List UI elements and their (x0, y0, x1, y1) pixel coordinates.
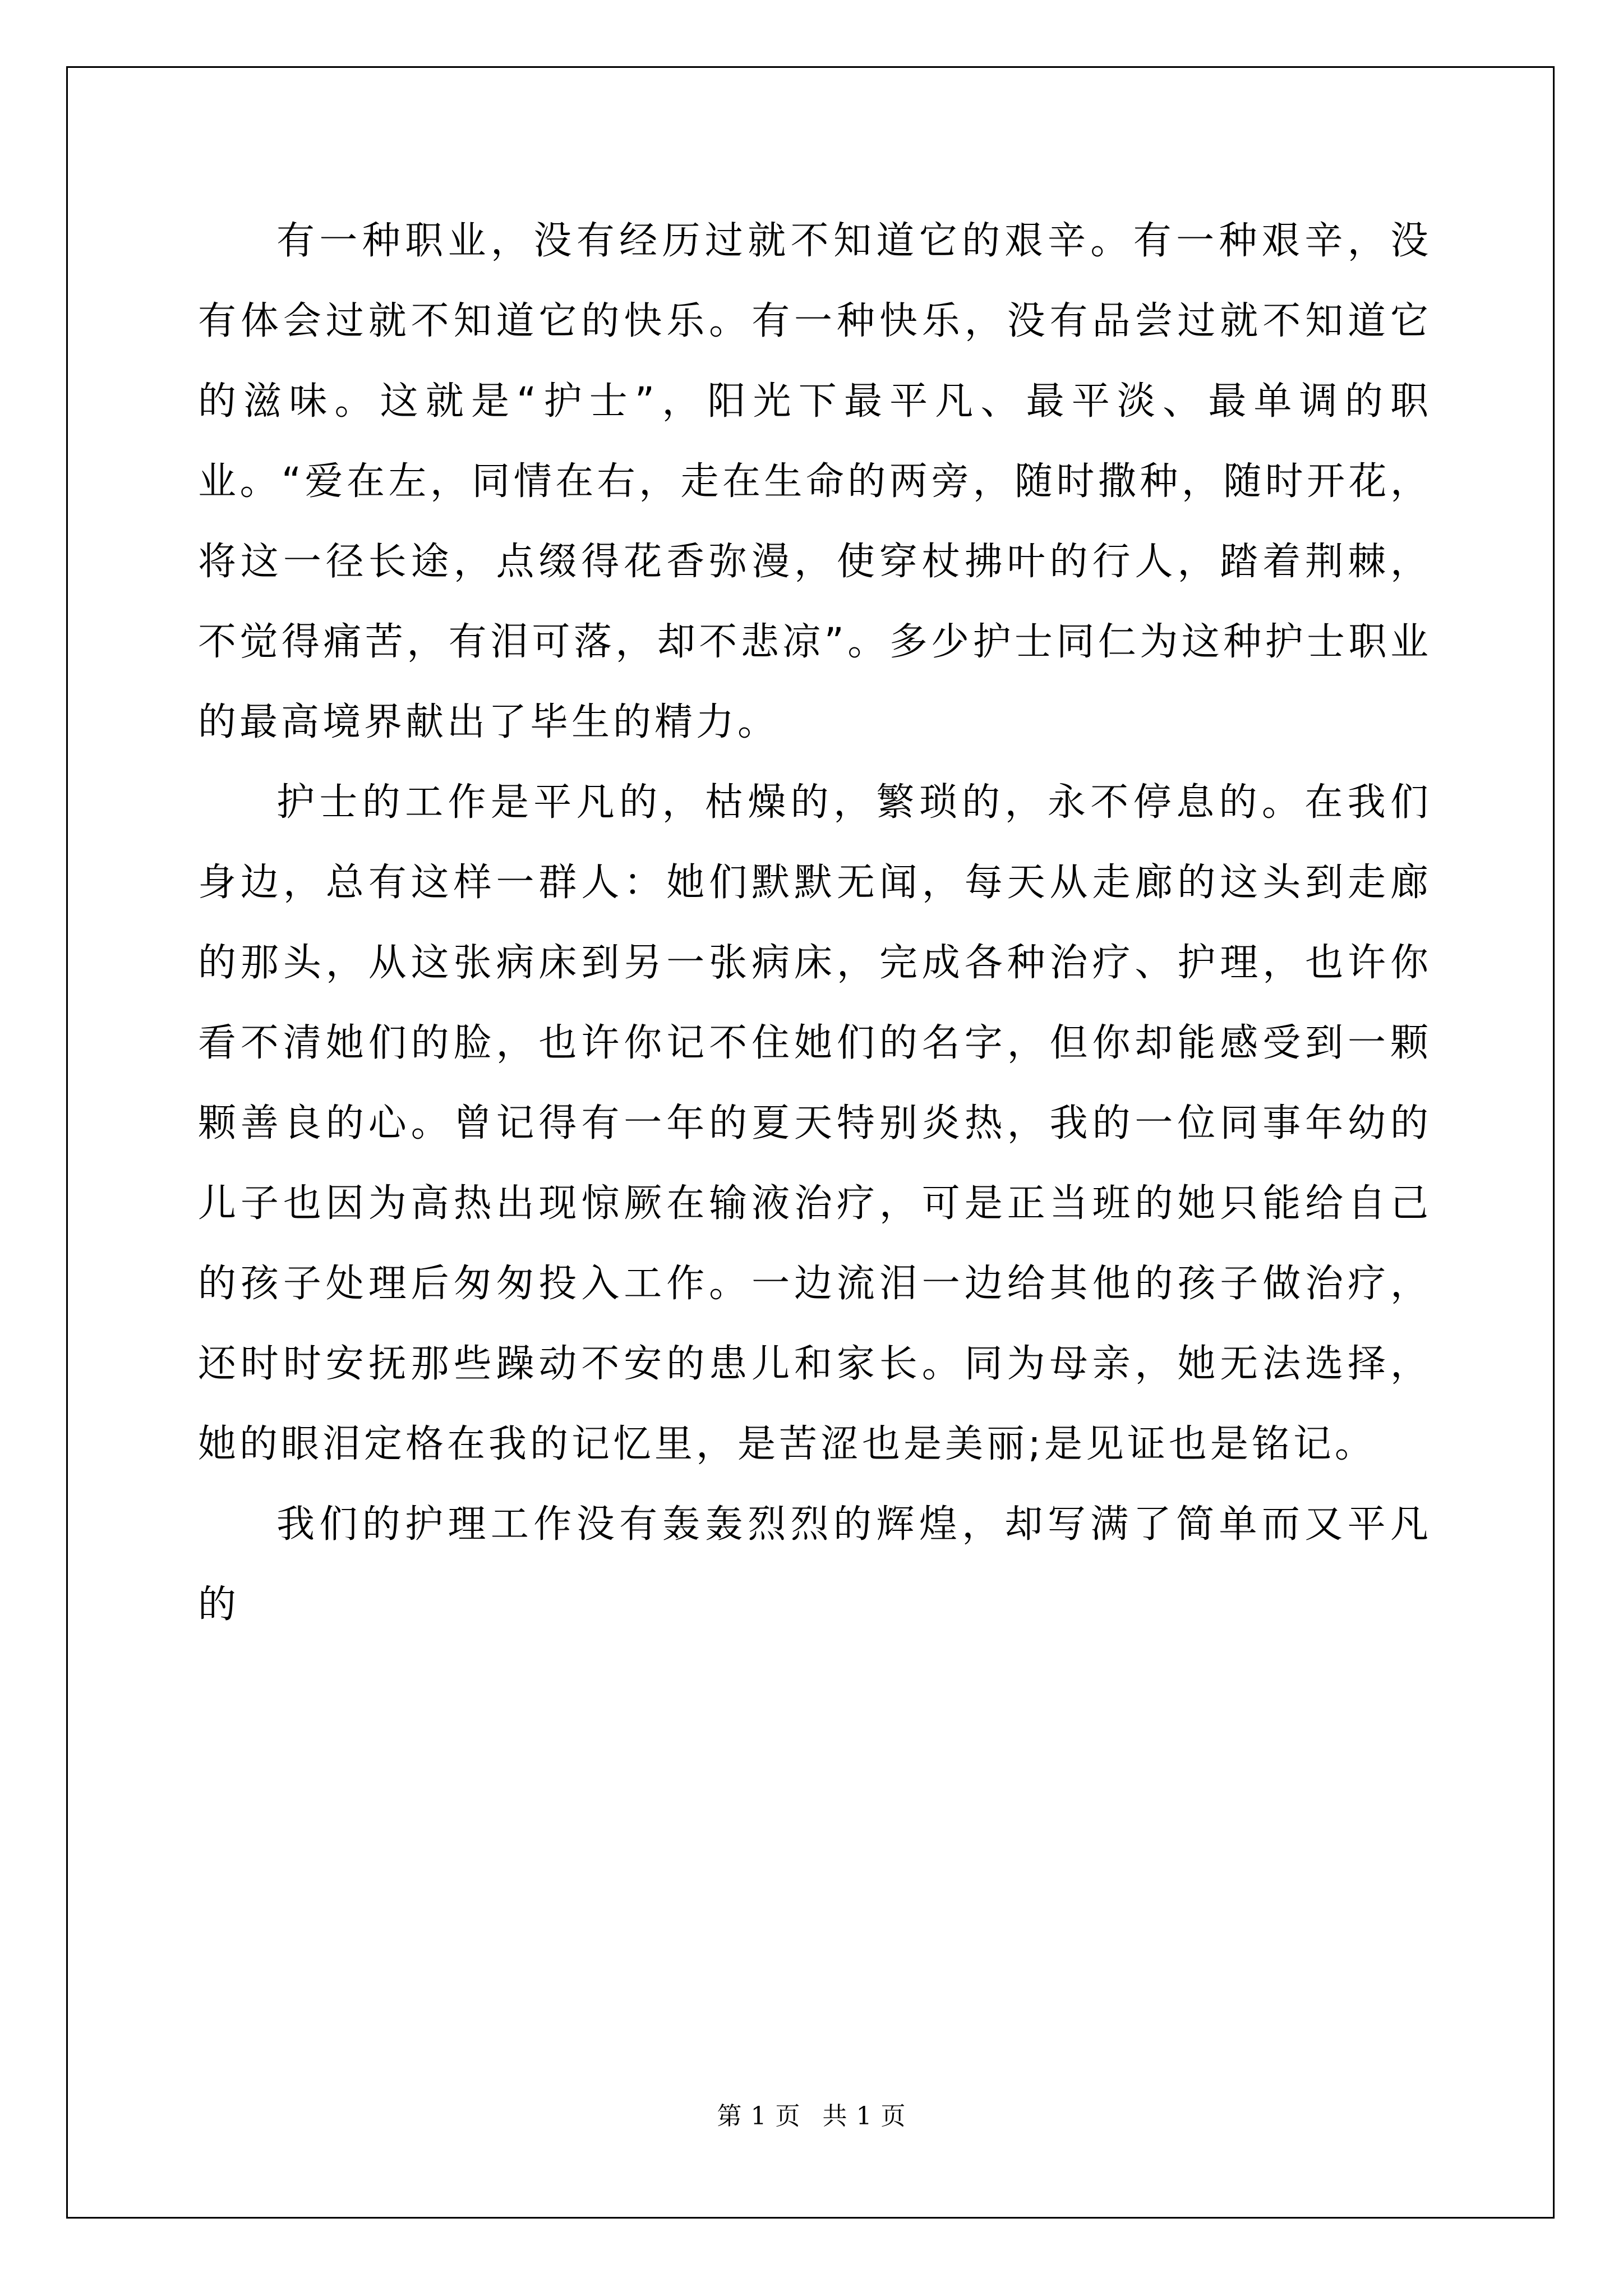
paragraph-3: 我们的护理工作没有轰轰烈烈的辉煌，却写满了简单而又平凡的 (198, 1502, 1432, 1627)
paragraph-2: 护士的工作是平凡的，枯燥的，繁琐的，永不停息的。在我们身边，总有这样一群人：她们默默无闻，每天从走廊的这头到走廊的那头，从这张病床到另一张病床，完成各种治疗、护理，也许你看不清她们的脸，也许你记不住她们的名字，但你却能感受到一颗颗善良的心。曾记得有一年的夏天特别炎热，我的一位同事年幼的儿子也因为高热出现惊厥在输液治疗，可是正当班的她只能给自己的孩子处理后匆匆投入工作。一边流泪一边给其他的孩子做治疗，还时时安抚那些躁动不安的患儿和家长。同为母亲，她无法选择，她的眼泪定格在我的记忆里，是苦涩也是美丽;是见证也是铭记。 (198, 780, 1432, 1466)
page-number: 第 1 页 (717, 2102, 801, 2131)
document-body (198, 201, 1432, 1645)
paragraph-1: 有一种职业，没有经历过就不知道它的艰辛。有一种艰辛，没有体会过就不知道它的快乐。有一种快乐，没有品尝过就不知道它的滋味。这就是“护士”，阳光下最平凡、最平淡、最单调的职业。“爱在左，同情在右，走在生命的两旁，随时撒种，随时开花，将这一径长途，点缀得花香弥漫，使穿杖拂叶的行人，踏着荆棘，不觉得痛苦，有泪可落，却不悲凉”。多少护士同仁为这种护士职业的最高境界献出了毕生的精力。 (198, 219, 1432, 744)
page-footer (0, 2096, 1623, 2132)
page-total: 共 1 页 (822, 2102, 906, 2131)
